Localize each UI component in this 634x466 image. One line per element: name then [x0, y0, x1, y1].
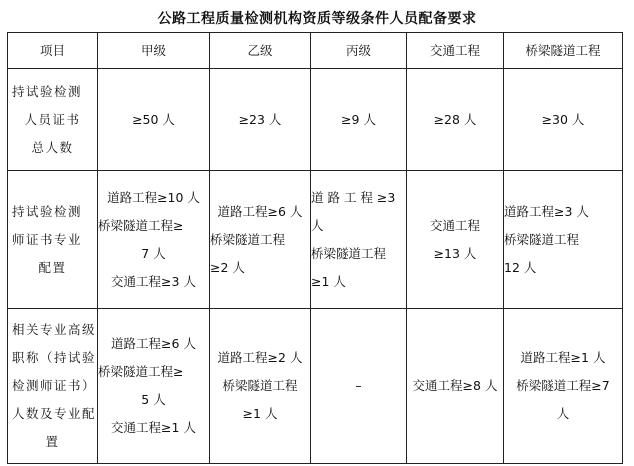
- table-cell: ≥50 人: [98, 69, 210, 171]
- table-cell: ≥30 人: [504, 69, 623, 171]
- table-cell: 道路工程≥3 人 桥梁隧道工程 12 人: [504, 171, 623, 309]
- table-cell: ≥28 人: [407, 69, 504, 171]
- table-cell: 道路工程≥1 人 桥梁隧道工程≥7 人: [504, 309, 623, 464]
- staffing-requirements-table: [7, 32, 623, 464]
- header-item: 项目: [8, 33, 98, 69]
- row-label: 相关专业高级 职称（持试验 检测师证书） 人数及专业配 置: [8, 309, 98, 464]
- header-row: [8, 33, 623, 69]
- table-cell: ≥23 人: [210, 69, 311, 171]
- document-title: 公路工程质量检测机构资质等级条件人员配备要求: [157, 11, 477, 27]
- row-label: 持试验检测 人员证书 总人数: [8, 69, 98, 171]
- row-label: 持试验检测 师证书专业 配置: [8, 171, 98, 309]
- table-row-engineer-certificates: [8, 171, 623, 309]
- table-cell: 道路工程≥2 人 桥梁隧道工程 ≥1 人: [210, 309, 311, 464]
- table-cell: 道路工程≥6 人 桥梁隧道工程≥ 5 人 交通工程≥1 人: [98, 309, 210, 464]
- table-cell: 交通工程≥8 人: [407, 309, 504, 464]
- table-cell: –: [311, 309, 407, 464]
- table-row-senior-titles: [8, 309, 623, 464]
- table-cell: ≥9 人: [311, 69, 407, 171]
- table-cell: 道路工程≥6 人 桥梁隧道工程 ≥2 人: [210, 171, 311, 309]
- table-cell: 交通工程 ≥13 人: [407, 171, 504, 309]
- header-grade-a: 甲级: [98, 33, 210, 69]
- table-cell: 道路工程≥10 人 桥梁隧道工程≥ 7 人 交通工程≥3 人: [98, 171, 210, 309]
- table-row-total-certified: [8, 69, 623, 171]
- table-cell: 道 路 工 程 ≥3 人 桥梁隧道工程 ≥1 人: [311, 171, 407, 309]
- header-grade-b: 乙级: [210, 33, 311, 69]
- header-bridge-tunnel-engineering: 桥梁隧道工程: [504, 33, 623, 69]
- header-traffic-engineering: 交通工程: [407, 33, 504, 69]
- header-grade-c: 丙级: [311, 33, 407, 69]
